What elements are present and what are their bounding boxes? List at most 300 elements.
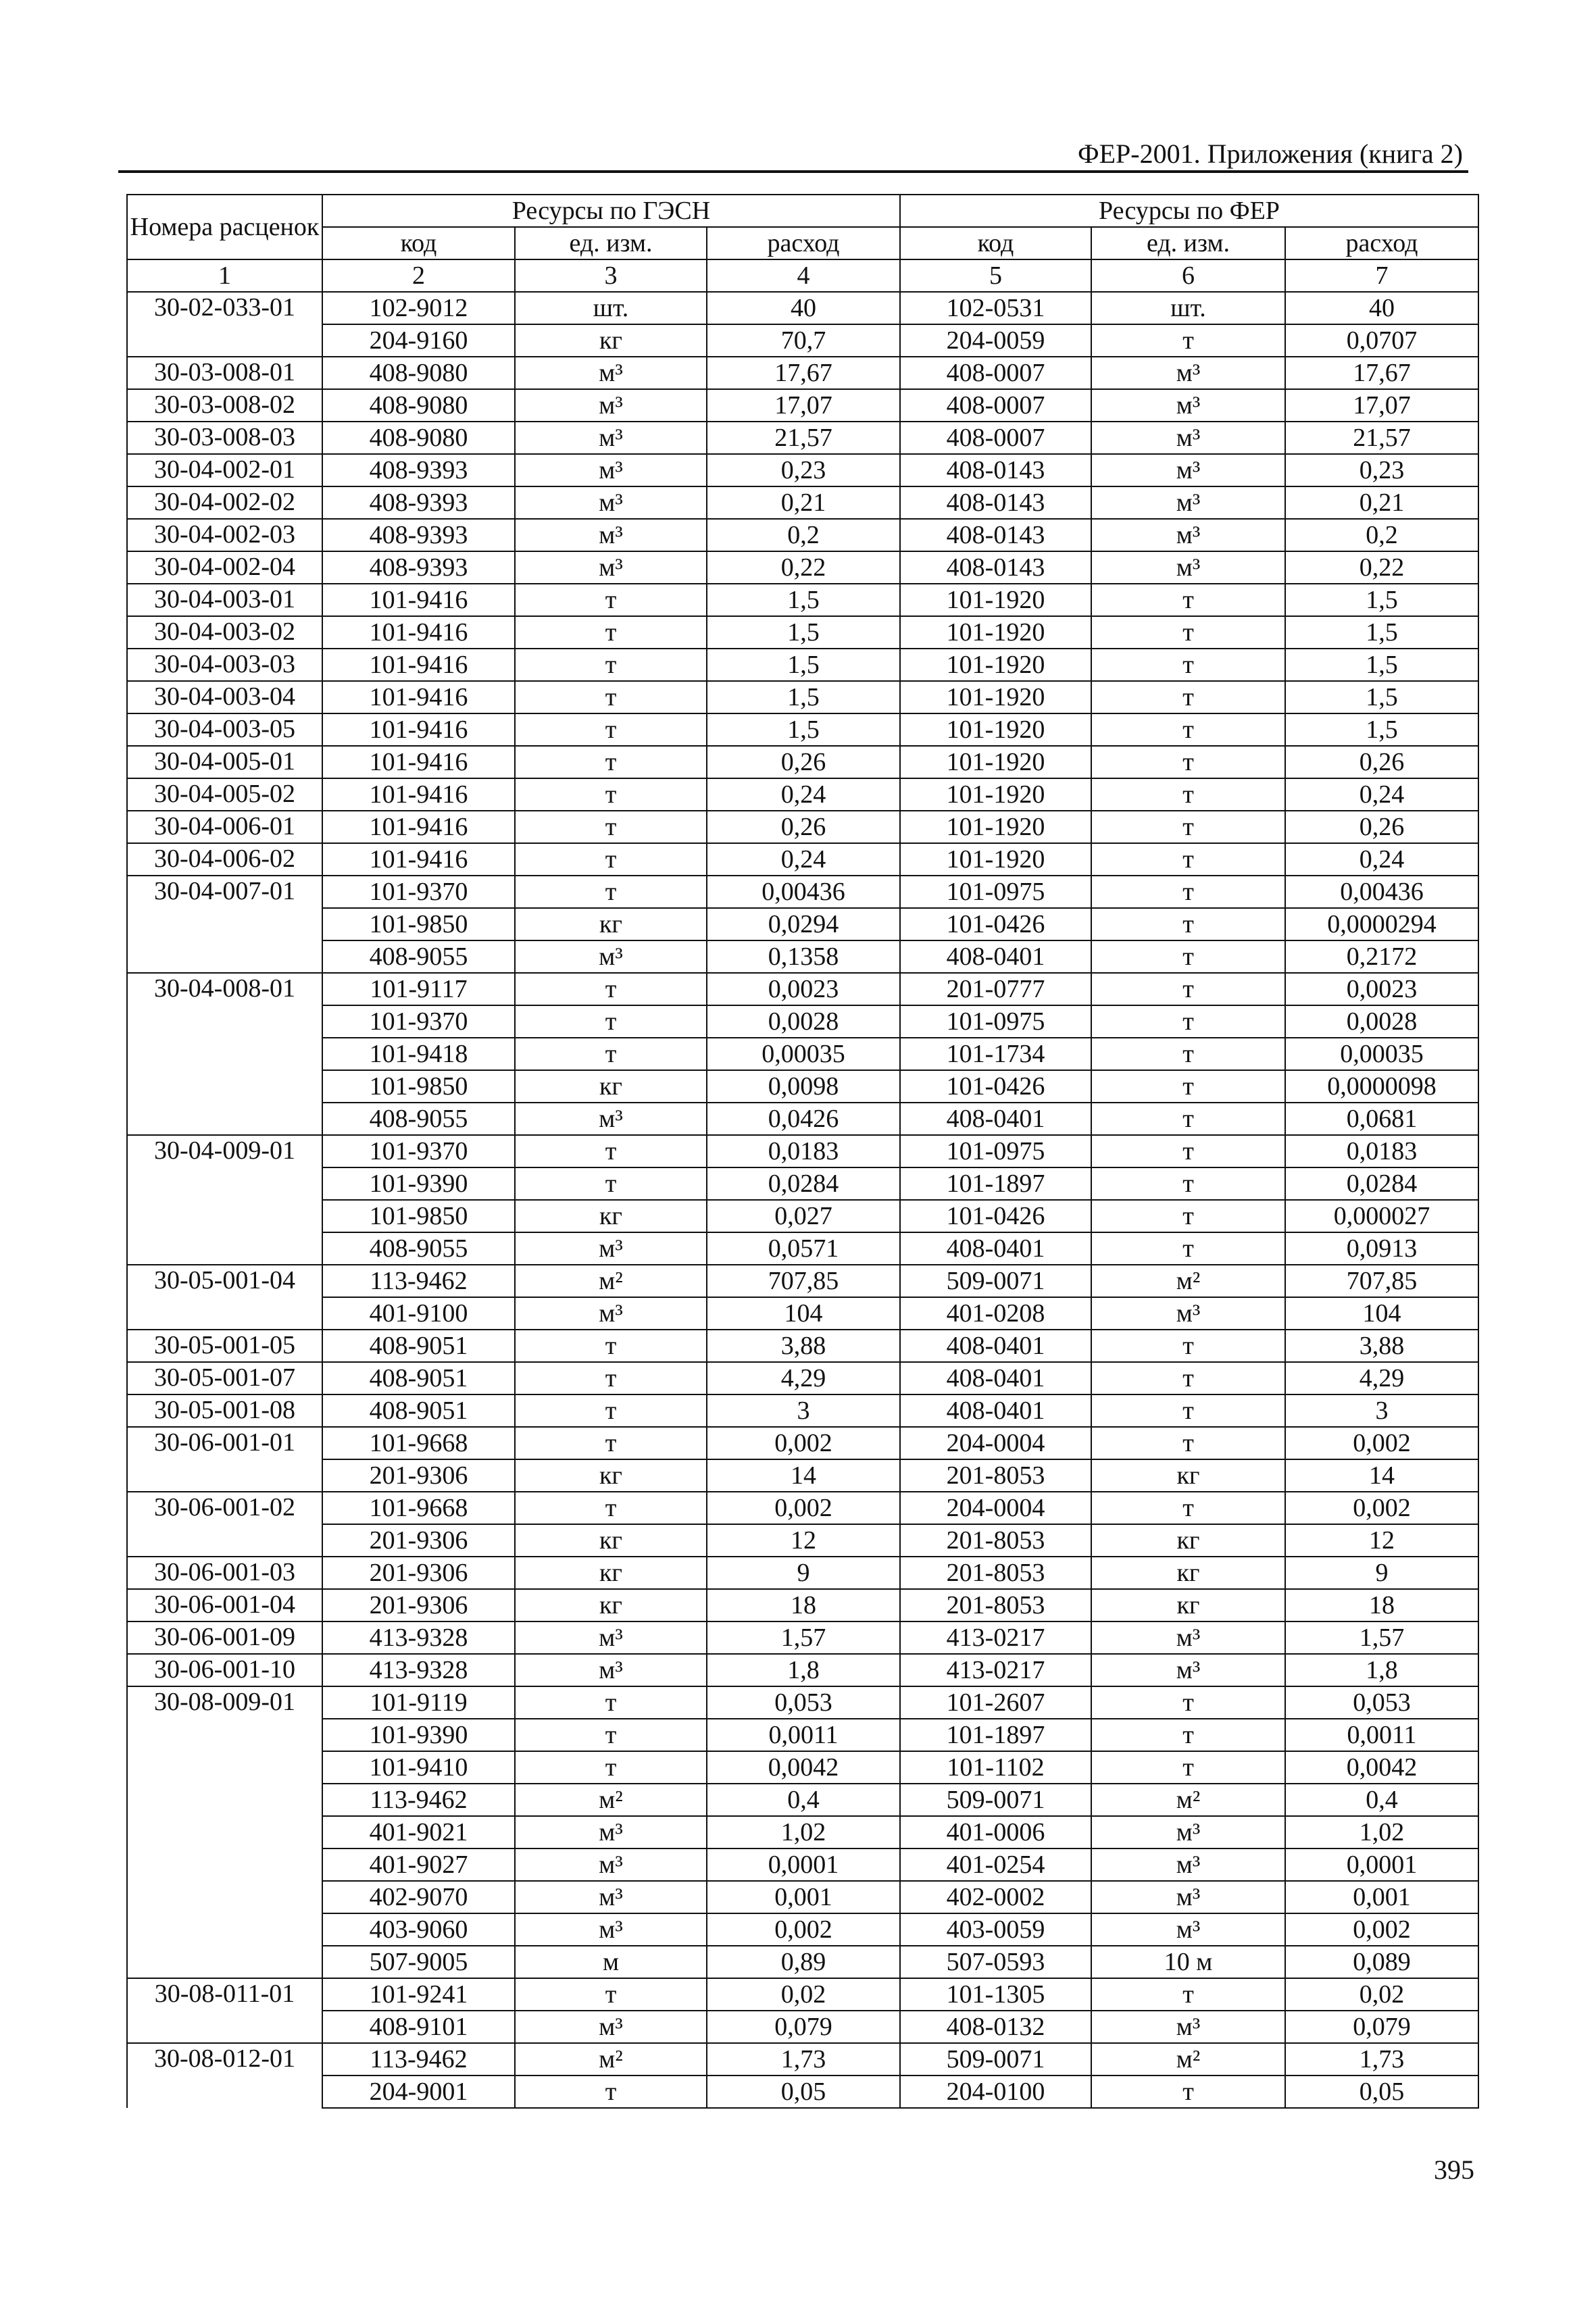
rate-number: 30-02-033-01 xyxy=(127,292,322,357)
fer-amount: 3 xyxy=(1285,1394,1478,1427)
fer-unit: т xyxy=(1091,1492,1285,1524)
table-row xyxy=(127,2076,1478,2108)
fer-amount: 1,5 xyxy=(1285,584,1478,616)
gesn-code: 201-9306 xyxy=(322,1459,515,1492)
fer-amount: 0,0183 xyxy=(1285,1135,1478,1167)
table-row xyxy=(127,324,1478,357)
table-row xyxy=(127,1848,1478,1881)
rate-number: 30-06-001-10 xyxy=(127,1654,322,1686)
gesn-unit: м³ xyxy=(515,357,707,389)
fer-amount: 104 xyxy=(1285,1297,1478,1330)
fer-unit: т xyxy=(1091,584,1285,616)
fer-code: 201-0777 xyxy=(900,973,1091,1005)
fer-code: 101-1920 xyxy=(900,811,1091,843)
fer-code: 408-0401 xyxy=(900,1103,1091,1135)
gesn-unit: кг xyxy=(515,1524,707,1557)
gesn-amount: 0,89 xyxy=(707,1946,900,1978)
fer-code: 204-0004 xyxy=(900,1427,1091,1459)
fer-code: 101-1920 xyxy=(900,584,1091,616)
gesn-amount: 1,57 xyxy=(707,1621,900,1654)
fer-code: 201-8053 xyxy=(900,1589,1091,1621)
gesn-code: 401-9027 xyxy=(322,1848,515,1881)
fer-unit: т xyxy=(1091,1362,1285,1394)
fer-amount: 0,002 xyxy=(1285,1492,1478,1524)
fer-code: 201-8053 xyxy=(900,1524,1091,1557)
gesn-amount: 0,002 xyxy=(707,1492,900,1524)
gesn-amount: 0,1358 xyxy=(707,940,900,973)
gesn-amount: 0,0042 xyxy=(707,1751,900,1784)
gesn-code: 101-9370 xyxy=(322,1135,515,1167)
gesn-amount: 1,5 xyxy=(707,616,900,649)
fer-code: 101-2607 xyxy=(900,1686,1091,1719)
fer-amount: 1,5 xyxy=(1285,649,1478,681)
gesn-code: 101-9370 xyxy=(322,1005,515,1038)
gesn-unit: т xyxy=(515,1038,707,1070)
table-row xyxy=(127,1427,1478,1459)
gesn-unit: м² xyxy=(515,2043,707,2076)
fer-code: 507-0593 xyxy=(900,1946,1091,1978)
fer-amount: 0,0000098 xyxy=(1285,1070,1478,1103)
fer-amount: 0,002 xyxy=(1285,1427,1478,1459)
table-row xyxy=(127,1265,1478,1297)
running-header xyxy=(118,135,1468,173)
rate-number: 30-04-002-03 xyxy=(127,519,322,551)
fer-code: 101-1305 xyxy=(900,1978,1091,2011)
gesn-unit: м³ xyxy=(515,1848,707,1881)
gesn-code: 201-9306 xyxy=(322,1557,515,1589)
gesn-amount: 1,5 xyxy=(707,584,900,616)
table-row xyxy=(127,713,1478,746)
fer-code: 509-0071 xyxy=(900,2043,1091,2076)
gesn-unit: м³ xyxy=(515,1103,707,1135)
gesn-amount: 1,5 xyxy=(707,649,900,681)
fer-code: 408-0143 xyxy=(900,486,1091,519)
fer-unit: м³ xyxy=(1091,1621,1285,1654)
gesn-unit: т xyxy=(515,681,707,713)
fer-amount: 12 xyxy=(1285,1524,1478,1557)
table-row xyxy=(127,2043,1478,2076)
header-unit: ед. изм. xyxy=(1091,227,1285,259)
fer-code: 401-0208 xyxy=(900,1297,1091,1330)
fer-amount: 0,4 xyxy=(1285,1784,1478,1816)
fer-code: 101-1920 xyxy=(900,713,1091,746)
gesn-code: 101-9410 xyxy=(322,1751,515,1784)
fer-amount: 1,8 xyxy=(1285,1654,1478,1686)
fer-unit: т xyxy=(1091,876,1285,908)
gesn-amount: 3,88 xyxy=(707,1330,900,1362)
fer-code: 101-1897 xyxy=(900,1167,1091,1200)
fer-code: 408-0007 xyxy=(900,422,1091,454)
page-number: 395 xyxy=(1434,2155,1474,2185)
gesn-code: 408-9055 xyxy=(322,940,515,973)
table-row xyxy=(127,1654,1478,1686)
gesn-unit: м³ xyxy=(515,940,707,973)
fer-amount: 0,079 xyxy=(1285,2011,1478,2043)
gesn-amount: 0,4 xyxy=(707,1784,900,1816)
column-number: 6 xyxy=(1091,259,1285,292)
fer-amount: 0,0707 xyxy=(1285,324,1478,357)
gesn-amount: 0,0284 xyxy=(707,1167,900,1200)
gesn-code: 113-9462 xyxy=(322,2043,515,2076)
gesn-amount: 1,5 xyxy=(707,681,900,713)
gesn-unit: т xyxy=(515,2076,707,2108)
fer-unit: т xyxy=(1091,1751,1285,1784)
gesn-code: 101-9418 xyxy=(322,1038,515,1070)
fer-amount: 4,29 xyxy=(1285,1362,1478,1394)
fer-amount: 0,001 xyxy=(1285,1881,1478,1913)
gesn-amount: 14 xyxy=(707,1459,900,1492)
fer-unit: шт. xyxy=(1091,292,1285,324)
table-row xyxy=(127,649,1478,681)
header-number: Номера расценок xyxy=(127,195,322,259)
fer-amount: 0,002 xyxy=(1285,1913,1478,1946)
fer-amount: 18 xyxy=(1285,1589,1478,1621)
fer-code: 408-0401 xyxy=(900,1232,1091,1265)
gesn-unit: т xyxy=(515,811,707,843)
gesn-unit: кг xyxy=(515,1070,707,1103)
table-row xyxy=(127,1784,1478,1816)
gesn-code: 408-9051 xyxy=(322,1362,515,1394)
gesn-unit: м³ xyxy=(515,1881,707,1913)
gesn-unit: м³ xyxy=(515,1232,707,1265)
table-row xyxy=(127,973,1478,1005)
gesn-code: 204-9160 xyxy=(322,324,515,357)
gesn-unit: м² xyxy=(515,1265,707,1297)
gesn-code: 113-9462 xyxy=(322,1265,515,1297)
table-row xyxy=(127,843,1478,876)
fer-unit: м³ xyxy=(1091,486,1285,519)
gesn-code: 403-9060 xyxy=(322,1913,515,1946)
gesn-code: 408-9393 xyxy=(322,454,515,486)
fer-unit: м³ xyxy=(1091,2011,1285,2043)
column-number: 1 xyxy=(127,259,322,292)
fer-unit: кг xyxy=(1091,1589,1285,1621)
gesn-amount: 0,0571 xyxy=(707,1232,900,1265)
fer-code: 101-0426 xyxy=(900,908,1091,940)
gesn-amount: 18 xyxy=(707,1589,900,1621)
rate-number: 30-04-009-01 xyxy=(127,1135,322,1265)
table-row xyxy=(127,551,1478,584)
rate-number: 30-08-011-01 xyxy=(127,1978,322,2043)
gesn-code: 101-9416 xyxy=(322,778,515,811)
gesn-code: 408-9055 xyxy=(322,1232,515,1265)
fer-code: 101-0975 xyxy=(900,1135,1091,1167)
table-row xyxy=(127,811,1478,843)
header-code: код xyxy=(900,227,1091,259)
fer-unit: м³ xyxy=(1091,389,1285,422)
fer-unit: м³ xyxy=(1091,1816,1285,1848)
fer-unit: т xyxy=(1091,811,1285,843)
table-row xyxy=(127,454,1478,486)
fer-amount: 0,2 xyxy=(1285,519,1478,551)
rate-number: 30-04-008-01 xyxy=(127,973,322,1135)
fer-unit: т xyxy=(1091,324,1285,357)
gesn-code: 408-9051 xyxy=(322,1330,515,1362)
gesn-amount: 1,8 xyxy=(707,1654,900,1686)
fer-code: 509-0071 xyxy=(900,1784,1091,1816)
table-row xyxy=(127,908,1478,940)
fer-amount: 0,0042 xyxy=(1285,1751,1478,1784)
table-row xyxy=(127,1232,1478,1265)
fer-unit: м³ xyxy=(1091,454,1285,486)
fer-code: 204-0059 xyxy=(900,324,1091,357)
gesn-amount: 0,079 xyxy=(707,2011,900,2043)
gesn-unit: т xyxy=(515,973,707,1005)
gesn-amount: 0,24 xyxy=(707,778,900,811)
fer-unit: т xyxy=(1091,1135,1285,1167)
fer-unit: кг xyxy=(1091,1524,1285,1557)
gesn-unit: т xyxy=(515,1005,707,1038)
table-row xyxy=(127,584,1478,616)
gesn-amount: 0,0098 xyxy=(707,1070,900,1103)
table-row xyxy=(127,486,1478,519)
fer-amount: 1,5 xyxy=(1285,681,1478,713)
rate-number: 30-04-002-04 xyxy=(127,551,322,584)
fer-code: 102-0531 xyxy=(900,292,1091,324)
fer-code: 101-0426 xyxy=(900,1070,1091,1103)
table-row xyxy=(127,1459,1478,1492)
gesn-unit: т xyxy=(515,778,707,811)
gesn-code: 201-9306 xyxy=(322,1589,515,1621)
fer-unit: м³ xyxy=(1091,1881,1285,1913)
gesn-unit: т xyxy=(515,1330,707,1362)
gesn-code: 101-9668 xyxy=(322,1427,515,1459)
fer-amount: 0,22 xyxy=(1285,551,1478,584)
table-row xyxy=(127,1978,1478,2011)
gesn-amount: 104 xyxy=(707,1297,900,1330)
table-body xyxy=(127,292,1478,2108)
gesn-code: 408-9080 xyxy=(322,357,515,389)
fer-unit: м² xyxy=(1091,1784,1285,1816)
gesn-unit: т xyxy=(515,713,707,746)
column-number: 5 xyxy=(900,259,1091,292)
gesn-code: 413-9328 xyxy=(322,1654,515,1686)
table-row xyxy=(127,940,1478,973)
fer-amount: 1,02 xyxy=(1285,1816,1478,1848)
gesn-unit: т xyxy=(515,1135,707,1167)
fer-code: 101-1920 xyxy=(900,778,1091,811)
fer-code: 408-0401 xyxy=(900,940,1091,973)
fer-unit: м³ xyxy=(1091,519,1285,551)
table-row xyxy=(127,519,1478,551)
gesn-code: 101-9117 xyxy=(322,973,515,1005)
fer-code: 408-0401 xyxy=(900,1394,1091,1427)
fer-unit: т xyxy=(1091,1232,1285,1265)
fer-amount: 21,57 xyxy=(1285,422,1478,454)
fer-amount: 0,0284 xyxy=(1285,1167,1478,1200)
rate-number: 30-05-001-05 xyxy=(127,1330,322,1362)
gesn-amount: 0,26 xyxy=(707,746,900,778)
fer-unit: т xyxy=(1091,2076,1285,2108)
gesn-amount: 40 xyxy=(707,292,900,324)
fer-code: 401-0006 xyxy=(900,1816,1091,1848)
fer-code: 101-1734 xyxy=(900,1038,1091,1070)
header-gesn: Ресурсы по ГЭСН xyxy=(322,195,900,227)
gesn-amount: 1,73 xyxy=(707,2043,900,2076)
gesn-amount: 0,05 xyxy=(707,2076,900,2108)
fer-amount: 0,23 xyxy=(1285,454,1478,486)
gesn-amount: 4,29 xyxy=(707,1362,900,1394)
gesn-unit: м³ xyxy=(515,1913,707,1946)
column-number: 7 xyxy=(1285,259,1478,292)
gesn-amount: 0,24 xyxy=(707,843,900,876)
fer-amount: 1,57 xyxy=(1285,1621,1478,1654)
fer-amount: 17,67 xyxy=(1285,357,1478,389)
fer-amount: 0,26 xyxy=(1285,746,1478,778)
gesn-amount: 0,0426 xyxy=(707,1103,900,1135)
header-amount: расход xyxy=(707,227,900,259)
gesn-unit: м³ xyxy=(515,1621,707,1654)
gesn-amount: 0,00035 xyxy=(707,1038,900,1070)
gesn-code: 408-9080 xyxy=(322,422,515,454)
fer-amount: 0,089 xyxy=(1285,1946,1478,1978)
gesn-code: 101-9416 xyxy=(322,843,515,876)
fer-code: 408-0007 xyxy=(900,357,1091,389)
gesn-unit: кг xyxy=(515,1200,707,1232)
rate-number: 30-04-003-02 xyxy=(127,616,322,649)
fer-unit: 10 м xyxy=(1091,1946,1285,1978)
gesn-amount: 70,7 xyxy=(707,324,900,357)
fer-unit: т xyxy=(1091,649,1285,681)
fer-amount: 40 xyxy=(1285,292,1478,324)
fer-code: 101-1897 xyxy=(900,1719,1091,1751)
table-row xyxy=(127,1881,1478,1913)
fer-unit: т xyxy=(1091,1427,1285,1459)
fer-amount: 0,2172 xyxy=(1285,940,1478,973)
gesn-code: 101-9390 xyxy=(322,1719,515,1751)
gesn-amount: 0,02 xyxy=(707,1978,900,2011)
gesn-amount: 21,57 xyxy=(707,422,900,454)
rate-number: 30-06-001-03 xyxy=(127,1557,322,1589)
gesn-unit: т xyxy=(515,1719,707,1751)
gesn-unit: т xyxy=(515,1751,707,1784)
gesn-code: 101-9390 xyxy=(322,1167,515,1200)
fer-unit: м³ xyxy=(1091,1654,1285,1686)
gesn-unit: шт. xyxy=(515,292,707,324)
gesn-amount: 0,26 xyxy=(707,811,900,843)
fer-unit: т xyxy=(1091,1167,1285,1200)
table-row xyxy=(127,1362,1478,1394)
fer-code: 101-0426 xyxy=(900,1200,1091,1232)
gesn-unit: т xyxy=(515,649,707,681)
fer-code: 413-0217 xyxy=(900,1621,1091,1654)
fer-amount: 0,000027 xyxy=(1285,1200,1478,1232)
gesn-unit: т xyxy=(515,876,707,908)
gesn-code: 507-9005 xyxy=(322,1946,515,1978)
table-row xyxy=(127,1492,1478,1524)
fer-unit: т xyxy=(1091,843,1285,876)
fer-amount: 707,85 xyxy=(1285,1265,1478,1297)
fer-amount: 1,5 xyxy=(1285,713,1478,746)
table-row xyxy=(127,1913,1478,1946)
fer-code: 101-1920 xyxy=(900,843,1091,876)
fer-unit: м² xyxy=(1091,1265,1285,1297)
fer-code: 204-0100 xyxy=(900,2076,1091,2108)
gesn-amount: 0,22 xyxy=(707,551,900,584)
table-row xyxy=(127,422,1478,454)
gesn-amount: 707,85 xyxy=(707,1265,900,1297)
gesn-code: 402-9070 xyxy=(322,1881,515,1913)
rate-number: 30-04-003-04 xyxy=(127,681,322,713)
table-row xyxy=(127,616,1478,649)
fer-code: 101-1920 xyxy=(900,746,1091,778)
fer-unit: кг xyxy=(1091,1459,1285,1492)
fer-unit: м³ xyxy=(1091,1848,1285,1881)
fer-code: 408-0007 xyxy=(900,389,1091,422)
rate-number: 30-03-008-01 xyxy=(127,357,322,389)
fer-code: 408-0401 xyxy=(900,1362,1091,1394)
fer-code: 101-1102 xyxy=(900,1751,1091,1784)
table-row xyxy=(127,1557,1478,1589)
gesn-amount: 0,0028 xyxy=(707,1005,900,1038)
fer-code: 509-0071 xyxy=(900,1265,1091,1297)
fer-unit: м³ xyxy=(1091,551,1285,584)
gesn-unit: т xyxy=(515,1394,707,1427)
table-row xyxy=(127,1524,1478,1557)
gesn-amount: 0,053 xyxy=(707,1686,900,1719)
fer-amount: 0,0001 xyxy=(1285,1848,1478,1881)
gesn-code: 101-9416 xyxy=(322,746,515,778)
fer-unit: т xyxy=(1091,940,1285,973)
fer-code: 101-1920 xyxy=(900,616,1091,649)
gesn-code: 204-9001 xyxy=(322,2076,515,2108)
fer-code: 201-8053 xyxy=(900,1557,1091,1589)
gesn-amount: 0,2 xyxy=(707,519,900,551)
gesn-code: 408-9393 xyxy=(322,519,515,551)
fer-unit: т xyxy=(1091,746,1285,778)
gesn-amount: 12 xyxy=(707,1524,900,1557)
gesn-amount: 0,0294 xyxy=(707,908,900,940)
column-number: 4 xyxy=(707,259,900,292)
gesn-code: 408-9101 xyxy=(322,2011,515,2043)
table-row xyxy=(127,1719,1478,1751)
table-row xyxy=(127,1330,1478,1362)
gesn-code: 401-9100 xyxy=(322,1297,515,1330)
gesn-amount: 0,0001 xyxy=(707,1848,900,1881)
column-number: 2 xyxy=(322,259,515,292)
fer-unit: м³ xyxy=(1091,1297,1285,1330)
gesn-unit: м³ xyxy=(515,2011,707,2043)
fer-unit: кг xyxy=(1091,1557,1285,1589)
fer-unit: т xyxy=(1091,1070,1285,1103)
rate-number: 30-04-003-03 xyxy=(127,649,322,681)
gesn-code: 413-9328 xyxy=(322,1621,515,1654)
fer-unit: т xyxy=(1091,1005,1285,1038)
rate-number: 30-05-001-04 xyxy=(127,1265,322,1330)
table-row xyxy=(127,357,1478,389)
fer-amount: 14 xyxy=(1285,1459,1478,1492)
gesn-amount: 0,21 xyxy=(707,486,900,519)
fer-amount: 0,0011 xyxy=(1285,1719,1478,1751)
gesn-code: 408-9051 xyxy=(322,1394,515,1427)
table-row xyxy=(127,876,1478,908)
gesn-unit: т xyxy=(515,616,707,649)
fer-unit: т xyxy=(1091,616,1285,649)
fer-amount: 9 xyxy=(1285,1557,1478,1589)
fer-code: 408-0143 xyxy=(900,551,1091,584)
rate-number: 30-05-001-07 xyxy=(127,1362,322,1394)
gesn-amount: 17,67 xyxy=(707,357,900,389)
table-row xyxy=(127,1946,1478,1978)
fer-amount: 0,05 xyxy=(1285,2076,1478,2108)
gesn-code: 101-9416 xyxy=(322,616,515,649)
table-row xyxy=(127,1686,1478,1719)
rate-number: 30-04-003-05 xyxy=(127,713,322,746)
fer-unit: т xyxy=(1091,1719,1285,1751)
gesn-code: 201-9306 xyxy=(322,1524,515,1557)
fer-code: 101-0975 xyxy=(900,876,1091,908)
fer-unit: м³ xyxy=(1091,1913,1285,1946)
